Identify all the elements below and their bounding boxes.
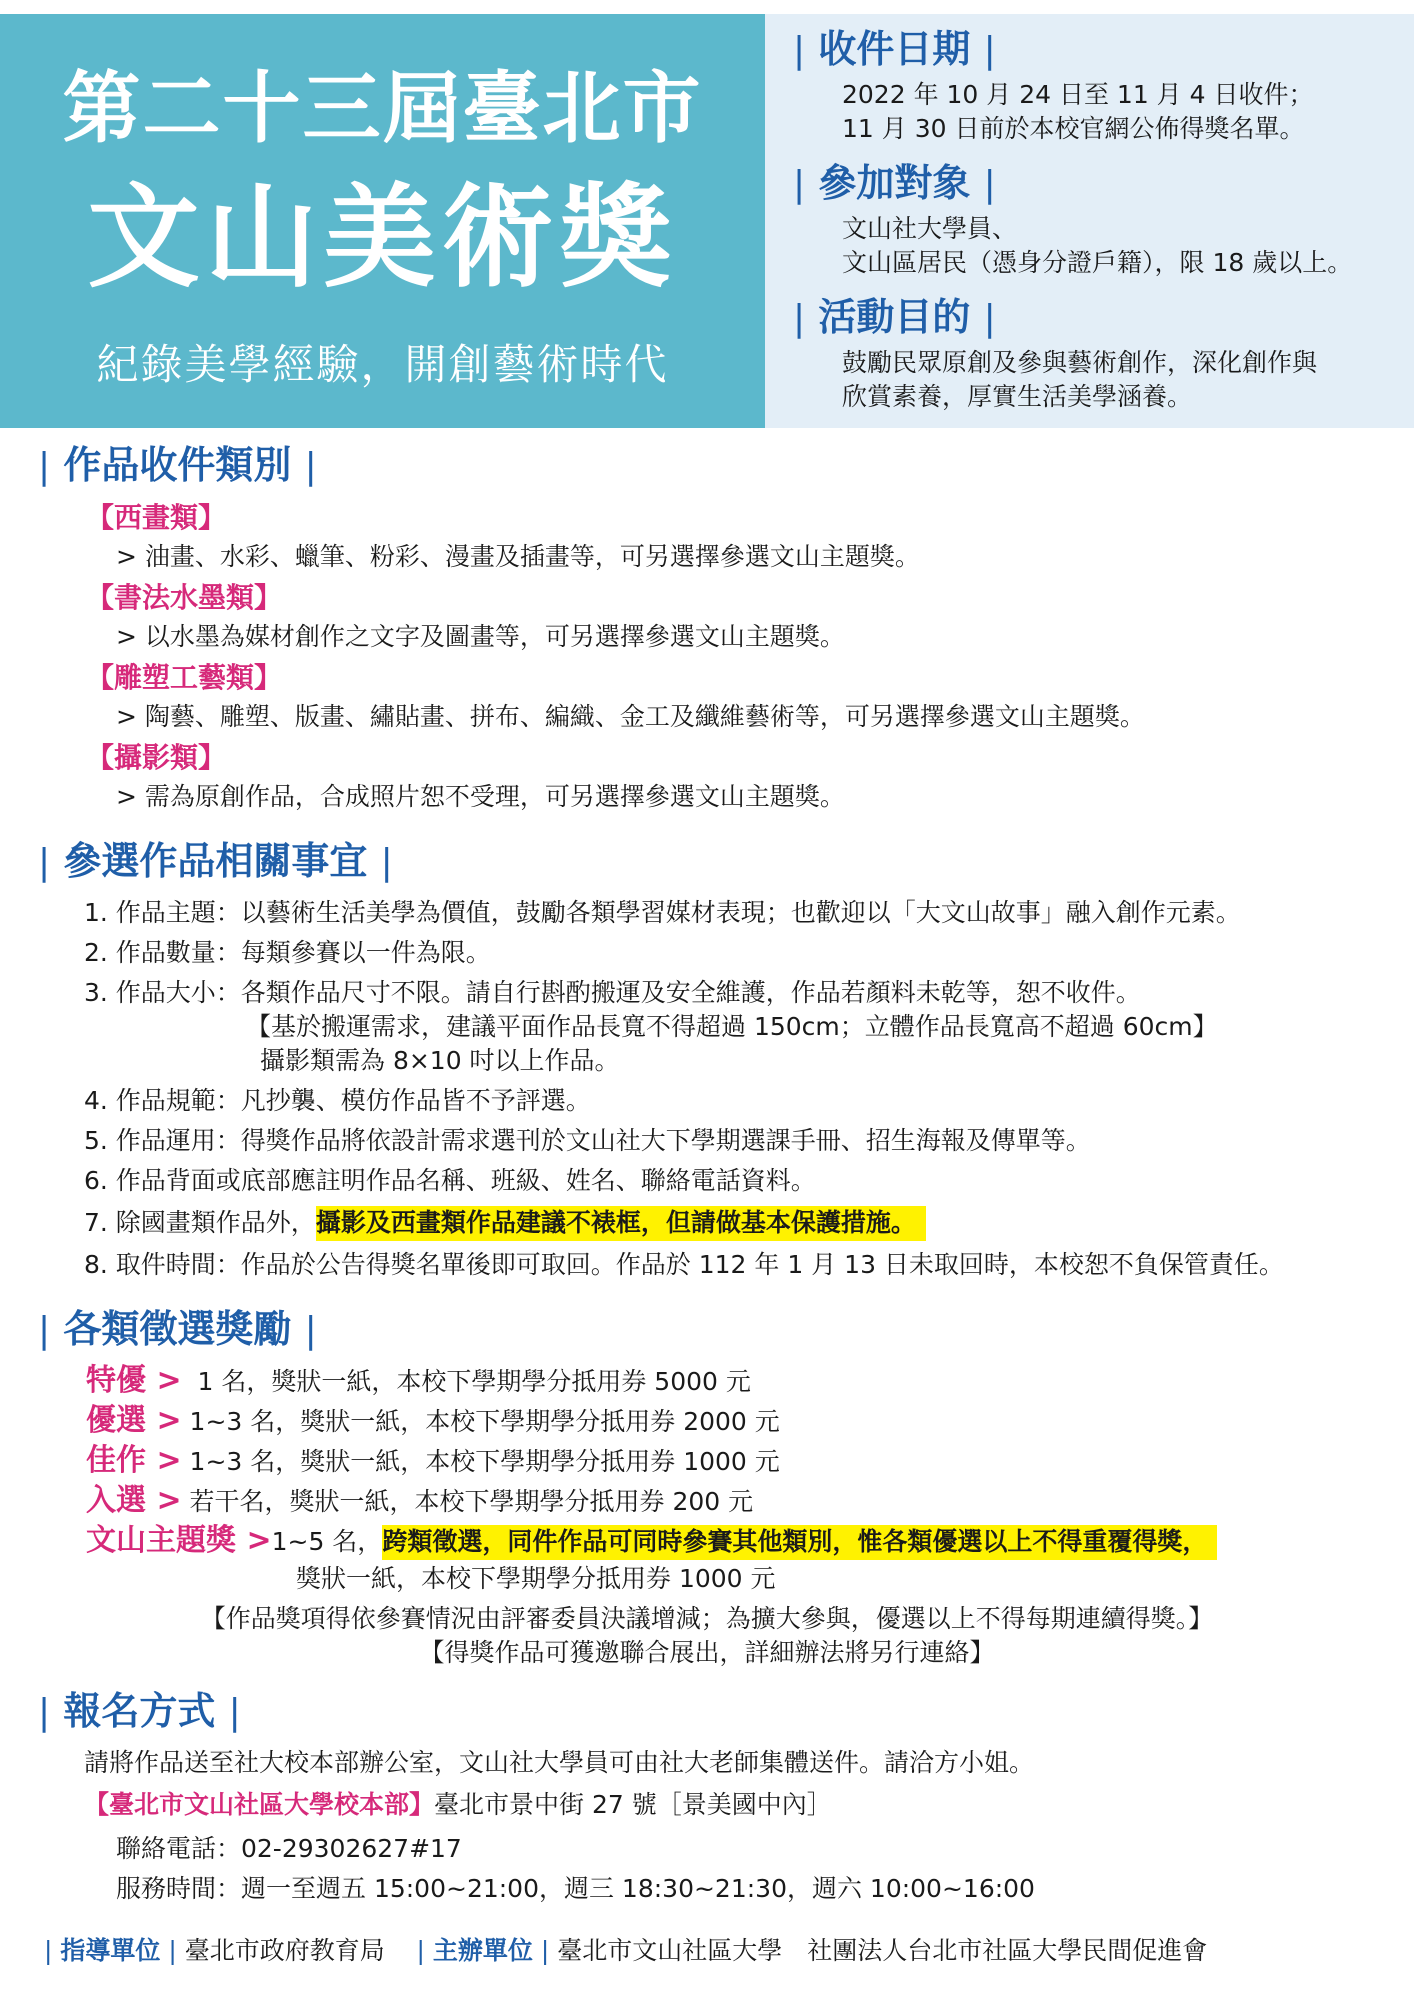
category-western-desc: > 油畫、水彩、蠟筆、粉彩、漫畫及插畫等，可另選擇參選文山主題獎。 [116, 542, 920, 571]
award-excellent: 優選 > 1~3 名，獎狀一紙，本校下學期學分抵用券 2000 元 [86, 1403, 780, 1438]
award-merit: 佳作 > 1~3 名，獎狀一紙，本校下學期學分抵用券 1000 元 [86, 1443, 780, 1478]
rule-5: 5. 作品運用：得獎作品將依設計需求選刊於文山社大下學期選課手冊、招生海報及傳單等。 [84, 1126, 1091, 1155]
footer-guide-value: 臺北市政府教育局 [184, 1936, 385, 1965]
title-line-1: 第二十三屆臺北市 [62, 64, 703, 154]
signup-desc: 請將作品送至社大校本部辦公室，文山社大學員可由社大老師集體送件。請洽方小姐。 [84, 1748, 1035, 1777]
award-theme: 文山主題獎 >1~5 名，跨類徵選，同件作品可同時參賽其他類別，惟各類優選以上不得重覆得獎， [86, 1526, 1217, 1556]
category-photo: 【攝影類】 [86, 741, 227, 774]
awards-note-2: 【得獎作品可獲邀聯合展出，詳細辦法將另行連絡】 [419, 1638, 995, 1667]
rule-3-note-1: 【基於搬運需求，建議平面作品長寬不得超過 150cm；立體作品長寬高不超過 60cm】 [246, 1012, 1218, 1041]
category-sculpture-desc: > 陶藝、雕塑、版畫、繡貼畫、拼布、編織、金工及纖維藝術等，可另選擇參選文山主題獎。 [116, 702, 1145, 731]
category-sculpture: 【雕塑工藝類】 [86, 661, 283, 694]
category-ink-desc: > 以水墨為媒材創作之文字及圖畫等，可另選擇參選文山主題獎。 [116, 622, 845, 651]
categories-title: | 作品收件類別 | [38, 443, 317, 487]
slogan: 紀錄美學經驗，開創藝術時代 [96, 340, 669, 389]
category-western: 【西畫類】 [86, 501, 227, 534]
info-purpose-line-2: 欣賞素養，厚實生活美學涵養。 [842, 382, 1193, 411]
award-theme-highlight: 跨類徵選，同件作品可同時參賽其他類別，惟各類優選以上不得重覆得獎， [382, 1525, 1217, 1560]
rule-7: 7. 除國畫類作品外，攝影及西畫類作品建議不裱框，但請做基本保護措施。 [84, 1210, 926, 1235]
footer-guide-label: 指導單位 [60, 1936, 161, 1965]
rule-8: 8. 取件時間：作品於公告得獎名單後即可取回。作品於 112 年 1 月 13 日未取回時，本校恕不負保管責任。 [84, 1250, 1284, 1279]
signup-office: 【臺北市文山社區大學校本部】臺北市景中街 27 號［景美國中內］ [84, 1790, 832, 1819]
rule-2: 2. 作品數量：每類參賽以一件為限。 [84, 938, 491, 967]
awards-note-1: 【作品獎項得依參賽情況由評審委員決議增減；為擴大參與，優選以上不得每期連續得獎。】 [200, 1604, 1214, 1633]
info-title-target: | 參加對象 | [793, 161, 996, 205]
signup-phone: 聯絡電話：02-29302627#17 [116, 1834, 462, 1863]
title-banner [0, 14, 765, 428]
rules-title: | 參選作品相關事宜 | [38, 839, 393, 883]
rule-4: 4. 作品規範：凡抄襲、模仿作品皆不予評選。 [84, 1086, 591, 1115]
category-photo-desc: > 需為原創作品，合成照片恕不受理，可另選擇參選文山主題獎。 [116, 782, 845, 811]
info-title-purpose: | 活動目的 | [793, 295, 996, 339]
info-date-line-2: 11 月 30 日前於本校官網公佈得獎名單。 [842, 114, 1305, 143]
award-top: 特優 > 1 名，獎狀一紙，本校下學期學分抵用券 5000 元 [86, 1363, 751, 1398]
award-selected: 入選 > 若干名，獎狀一紙，本校下學期學分抵用券 200 元 [86, 1483, 754, 1518]
info-target-line-2: 文山區居民（憑身分證戶籍），限 18 歲以上。 [842, 248, 1353, 277]
signup-hours: 服務時間：週一至週五 15:00~21:00，週三 18:30~21:30，週六 10:00~16:00 [116, 1874, 1035, 1903]
info-date-line-1: 2022 年 10 月 24 日至 11 月 4 日收件； [842, 80, 1314, 109]
info-title-date: | 收件日期 | [793, 27, 996, 71]
rule-7-highlight: 攝影及西畫類作品建議不裱框，但請做基本保護措施。 [316, 1206, 926, 1241]
rule-3: 3. 作品大小：各類作品尺寸不限。請自行斟酌搬運及安全維護，作品若顏料未乾等，恕不收件。 [84, 978, 1141, 1007]
category-ink: 【書法水墨類】 [86, 581, 283, 614]
signup-title: | 報名方式 | [38, 1689, 241, 1733]
rule-1: 1. 作品主題：以藝術生活美學為價值，鼓勵各類學習媒材表現；也歡迎以「大文山故事」融入創作元素。 [84, 898, 1241, 927]
rule-3-note-2: 攝影類需為 8×10 吋以上作品。 [260, 1046, 620, 1075]
footer-host-value: 臺北市文山社區大學 社團法人台北市社區大學民間促進會 [557, 1936, 1208, 1965]
info-purpose-line-1: 鼓勵民眾原創及參與藝術創作，深化創作與 [842, 348, 1318, 377]
rule-6: 6. 作品背面或底部應註明作品名稱、班級、姓名、聯絡電話資料。 [84, 1166, 816, 1195]
awards-title: | 各類徵選獎勵 | [38, 1307, 317, 1351]
title-line-2: 文山美術獎 [87, 173, 678, 303]
award-theme-line-2: 獎狀一紙，本校下學期學分抵用券 1000 元 [296, 1564, 776, 1593]
footer: | 指導單位 | 臺北市政府教育局 | 主辦單位 | 臺北市文山社區大學 社團法人台北市社區大學民間促進會 [44, 1936, 1208, 1965]
info-target-line-1: 文山社大學員、 [842, 214, 1018, 243]
footer-host-label: 主辦單位 [432, 1936, 533, 1965]
